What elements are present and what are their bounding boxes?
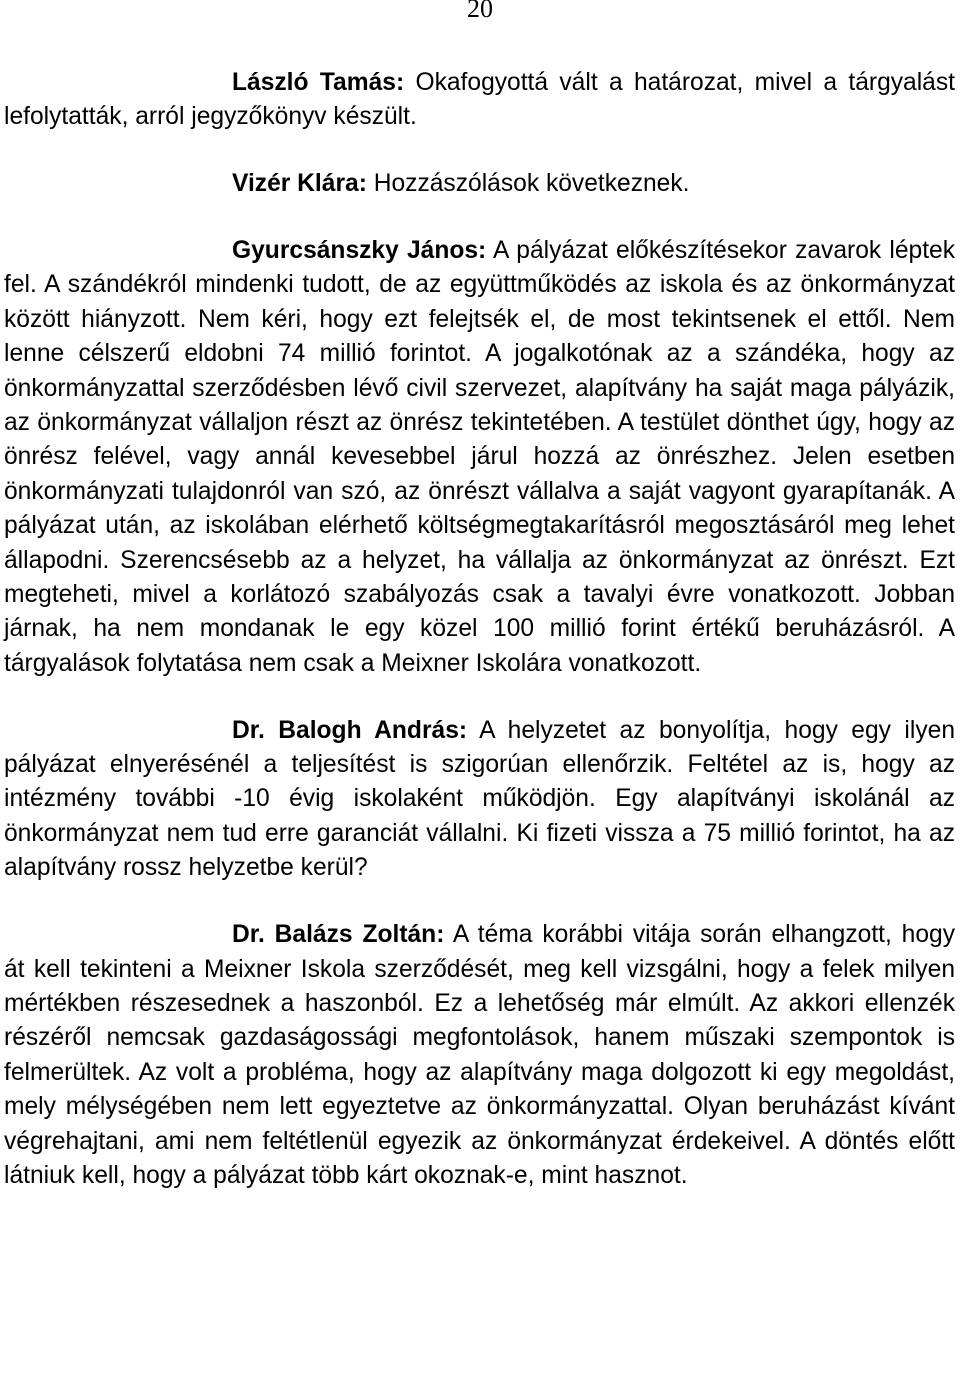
- paragraph-vizer-klara: [4, 167, 955, 201]
- paragraph-gyurcsanszky-janos: [4, 234, 955, 681]
- paragraph-text: A téma korábbi vitája során elhangzott, hogy át kell tekinteni a Meixner Iskola szerződését, meg kell vizsgálni, hogy a felek milyen mértékben részesednek a haszonból. Ez a lehetőség már elmúlt. Az akkori ellenzék részéről nemcsak gazdaságossági megfontolások, hanem műszaki szempontok is felmerültek. Az volt a probléma, hogy az alapítvány maga dolgozott ki egy megoldást, mely mélységében nem lett egyeztetve az önkormányzattal. Olyan beruházást kívánt végrehajtani, ami nem feltétlenül egyezik az önkormányzat érdekeivel. A döntés előtt látniuk kell, hogy a pályázat több kárt okoznak-e, mint hasznot.: [4, 921, 956, 1189]
- paragraph-text: A pályázat előkészítésekor zavarok léptek fel. A szándékról mindenki tudott, de az együttműködés az iskola és az önkormányzat között hiányzott. Nem kéri, hogy ezt felejtsék el, de most tekintsenek el ettől. Nem lenne célszerű eldobni 74 millió forintot. A jogalkotónak az a szándéka, hogy az önkormányzattal szerződésben lévő civil szervezet, alapítvány ha saját maga pályázik, az önkormányzat vállaljon részt az önrész tekintetében. A testület dönthet úgy, hogy az önrész felével, vagy annál kevesebbel járul hozzá az önrészhez. Jelen esetben önkormányzati tulajdonról van szó, az önrészt vállalva a saját vagyont gyarapítanák. A pályázat után, az iskolában elérhető költségmegtakarításról megosztásáról meg lehet állapodni. Szerencsésebb az a helyzet, ha vállalja az önkormányzat az önrészt. Ezt megteheti, mivel a korlátozó szabályozás csak a tavalyi évre vonatkozott. Jobban járnak, ha nem mondanak le egy közel 100 millió forint értékű beruházásról. A tárgyalások folytatása nem csak a Meixner Iskolára vonatkozott.: [4, 237, 955, 677]
- page-number: 20: [467, 0, 493, 23]
- speaker-name: László Tamás:: [232, 69, 405, 96]
- paragraph-laszlo-tamas: [4, 66, 955, 135]
- paragraph-text: A helyzetet az bonyolítja, hogy egy ilyen pályázat elnyerésénél a teljesítést is szigorúan ellenőrzik. Feltétel az is, hogy az intézmény további -10 évig iskolaként működjön. Egy alapítványi iskolánál az önkormányzat nem tud erre garanciát vállalni. Ki fizeti vissza a 75 millió forintot, ha az alapítvány rossz helyzetbe kerül?: [4, 716, 955, 882]
- speaker-name: Dr. Balázs Zoltán:: [232, 921, 445, 949]
- speaker-name: Vizér Klára:: [232, 170, 367, 198]
- paragraph-balogh-andras: [4, 714, 955, 886]
- speaker-name: Gyurcsánszky János:: [232, 237, 487, 264]
- speaker-name: Dr. Balogh András:: [232, 716, 468, 744]
- paragraph-text: Hozzászólások következnek.: [366, 170, 690, 198]
- paragraph-balazs-zoltan: [4, 918, 955, 1193]
- minutes-body: [4, 66, 955, 1226]
- paragraph-text: Okafogyottá vált a határozat, mivel a tárgyalást lefolytatták, arról jegyzőkönyv készült.: [4, 69, 955, 131]
